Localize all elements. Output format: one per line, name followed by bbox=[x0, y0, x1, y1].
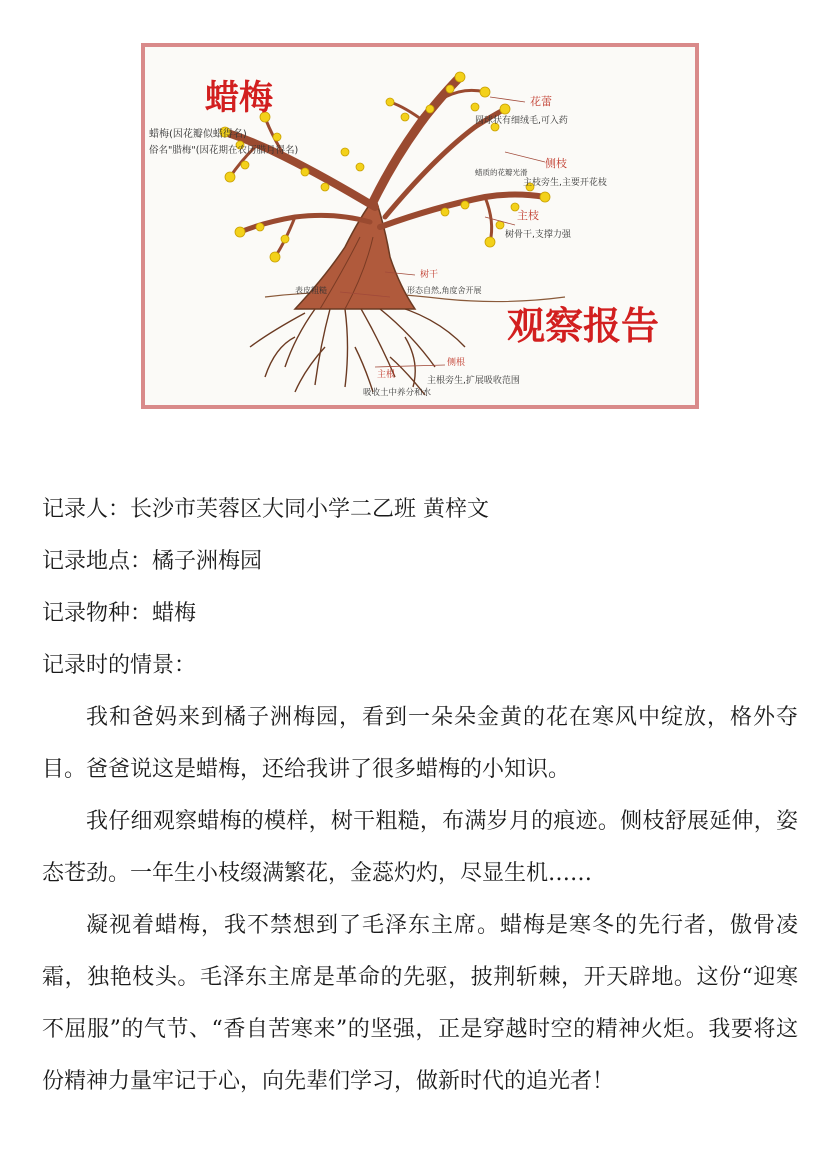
label-main-root: 主根 bbox=[377, 370, 396, 380]
note-main-branch: 树骨干,支撑力强 bbox=[505, 230, 571, 240]
note-flower-bud: 圆球状有细绒毛,可入药 bbox=[475, 116, 568, 126]
paragraph-1: 我和爸妈来到橘子洲梅园，看到一朵朵金黄的花在寒风中绽放，格外夺目。爸爸说这是蜡梅，还给我讲了很多蜡梅的小知识。 bbox=[42, 705, 798, 782]
label-trunk: 树干 bbox=[420, 270, 439, 280]
note-trunk: 形态自然,角度舍开展 bbox=[407, 286, 482, 295]
recorder-line: 记录人：长沙市芙蓉区大同小学二乙班 黄梓文 bbox=[42, 497, 489, 522]
paragraph-2: 我仔细观察蜡梅的模样，树干粗糙，布满岁月的痕迹。侧枝舒展延伸，姿态苍劲。一年生小枝缀满繁花，金蕊灼灼，尽显生机…… bbox=[42, 809, 798, 886]
note-side-branch: 主枝旁生,主要开花枝 bbox=[523, 178, 607, 188]
intro-line-2: 俗名"腊梅"(因花期在农历腊月得名) bbox=[149, 145, 299, 156]
note-trunk-bark: 表皮粗糙 bbox=[295, 286, 327, 295]
label-side-branch: 侧枝 bbox=[545, 157, 567, 170]
note-flower-petal: 蜡质的花瓣光滑 bbox=[475, 168, 528, 177]
drawing-frame bbox=[141, 43, 699, 409]
wintersweet-drawing bbox=[145, 47, 695, 405]
label-main-branch: 主枝 bbox=[517, 209, 539, 222]
paragraph-3: 凝视着蜡梅，我不禁想到了毛泽东主席。蜡梅是寒冬的先行者，傲骨凌霜，独艳枝头。毛泽东主席是革命的先驱，披荆斩棘，开天辟地。这份“迎寒不屈服”的气节、“香自苦寒来”的坚强，正是穿越时空的精神火炬。我要将这份精神力量牢记于心，向先辈们学习，做新时代的追光者！ bbox=[42, 913, 798, 1094]
drawing-title-left: 蜡梅 bbox=[205, 78, 273, 118]
note-main-root: 吸收土中养分和水 bbox=[363, 388, 432, 398]
label-flower-bud: 花蕾 bbox=[530, 95, 552, 108]
location-line: 记录地点：橘子洲梅园 bbox=[42, 549, 263, 574]
scene-label: 记录时的情景： bbox=[42, 653, 197, 678]
species-line: 记录物种：蜡梅 bbox=[42, 601, 197, 626]
report-body bbox=[42, 484, 798, 1108]
note-side-root: 主根旁生,扩展吸收范围 bbox=[427, 376, 520, 386]
intro-line-1: 蜡梅(因花瓣似蜡得名) bbox=[149, 129, 247, 140]
label-side-root: 侧根 bbox=[447, 358, 466, 368]
drawing-title-right: 观察报告 bbox=[507, 304, 660, 348]
